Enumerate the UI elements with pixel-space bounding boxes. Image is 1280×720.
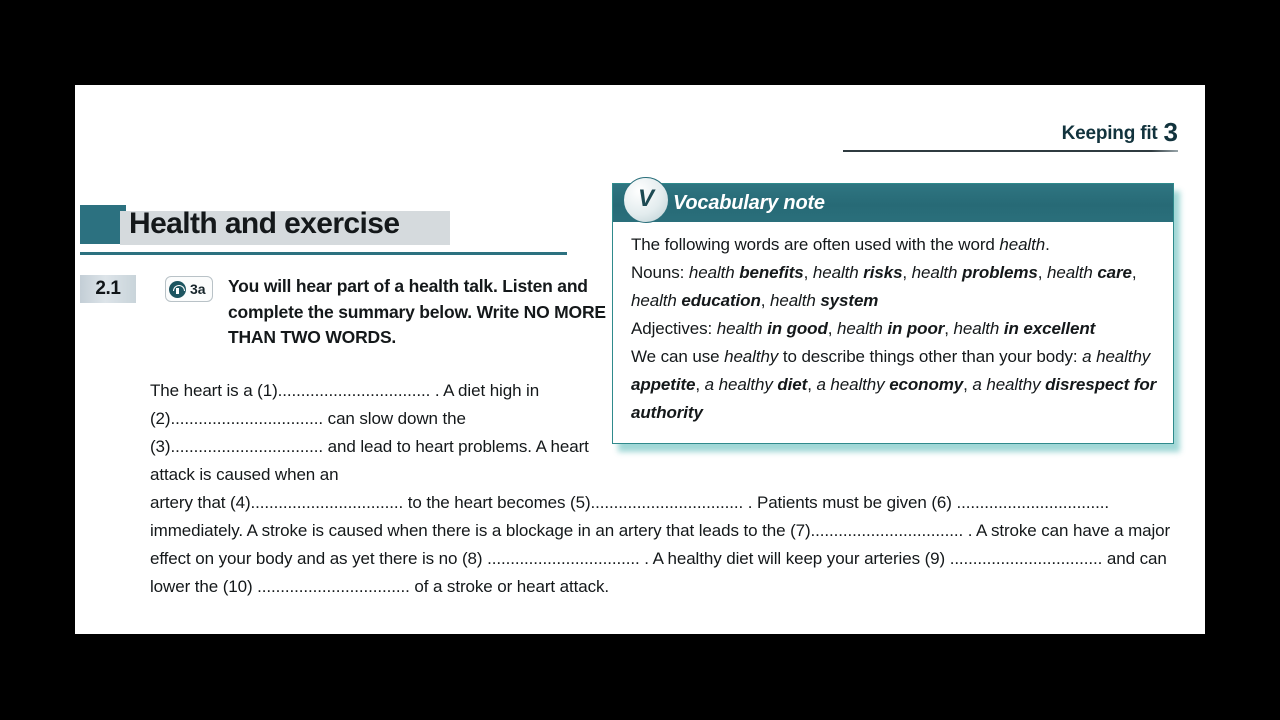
instruction-line-1: You will hear part of a health bbox=[228, 276, 459, 296]
vocab-nouns-line: Nouns: health benefits, health risks, health problems, health care, health education, health system bbox=[631, 263, 1137, 310]
heading-text: Health and exercise bbox=[129, 207, 400, 240]
vocabulary-note-header bbox=[613, 184, 1173, 222]
headphones-icon bbox=[169, 281, 186, 298]
exercise-header bbox=[80, 275, 620, 347]
audio-track-badge[interactable] bbox=[165, 276, 213, 302]
instruction-line-3: Write NO MORE THAN TWO WORDS. bbox=[228, 301, 606, 347]
summary-narrow-column: The heart is a (1)................................. . A diet high in (2)................................. can slow down the (3)................................. and lead to heart problems. A heart attack is caused when an bbox=[150, 381, 589, 484]
exercise-block bbox=[80, 275, 620, 347]
instruction-line-2: talk. Listen and complete the summary below. bbox=[228, 276, 588, 322]
vocab-intro-line: The following words are often used with the word health. bbox=[631, 235, 1050, 254]
audio-track-label: 3a bbox=[190, 281, 206, 297]
vocabulary-note-panel bbox=[612, 183, 1174, 444]
exercise-number: 2.1 bbox=[95, 278, 121, 299]
summary-wide-column: artery that (4)................................. to the heart becomes (5)................................. . Patients must be given (6) ................................. immediately. A stroke is caused when there is a blockage in an artery that leads to the (7)................................. . A stroke can have a major effect on your body and as yet there is no (8) ................................. . A healthy diet will keep your arteries (9) ................................. and can lower the (10) ................................. of a stroke or heart attack. bbox=[150, 493, 1171, 596]
vocabulary-badge-letter: V bbox=[637, 185, 654, 212]
vocabulary-v-icon bbox=[623, 177, 669, 223]
running-head bbox=[843, 115, 1178, 152]
vocabulary-note-title: Vocabulary note bbox=[673, 191, 825, 214]
vocab-adjectives-line: Adjectives: health in good, health in poor, health in excellent bbox=[631, 319, 1096, 338]
heading-underline bbox=[80, 252, 567, 255]
running-head-title: Keeping fit bbox=[1061, 123, 1158, 144]
vocab-healthy-line: We can use healthy to describe things other than your body: a healthy appetite, a healthy diet, a healthy economy, a healthy disrespect for authority bbox=[631, 347, 1157, 422]
vocabulary-note-body bbox=[613, 222, 1173, 443]
vocabulary-note-box bbox=[612, 183, 1174, 444]
section-heading bbox=[80, 203, 570, 265]
running-head-unit-number: 3 bbox=[1163, 117, 1178, 147]
running-head-rule bbox=[843, 150, 1178, 152]
exercise-instruction bbox=[228, 274, 613, 351]
exercise-number-badge bbox=[80, 275, 136, 303]
book-page bbox=[75, 85, 1205, 634]
